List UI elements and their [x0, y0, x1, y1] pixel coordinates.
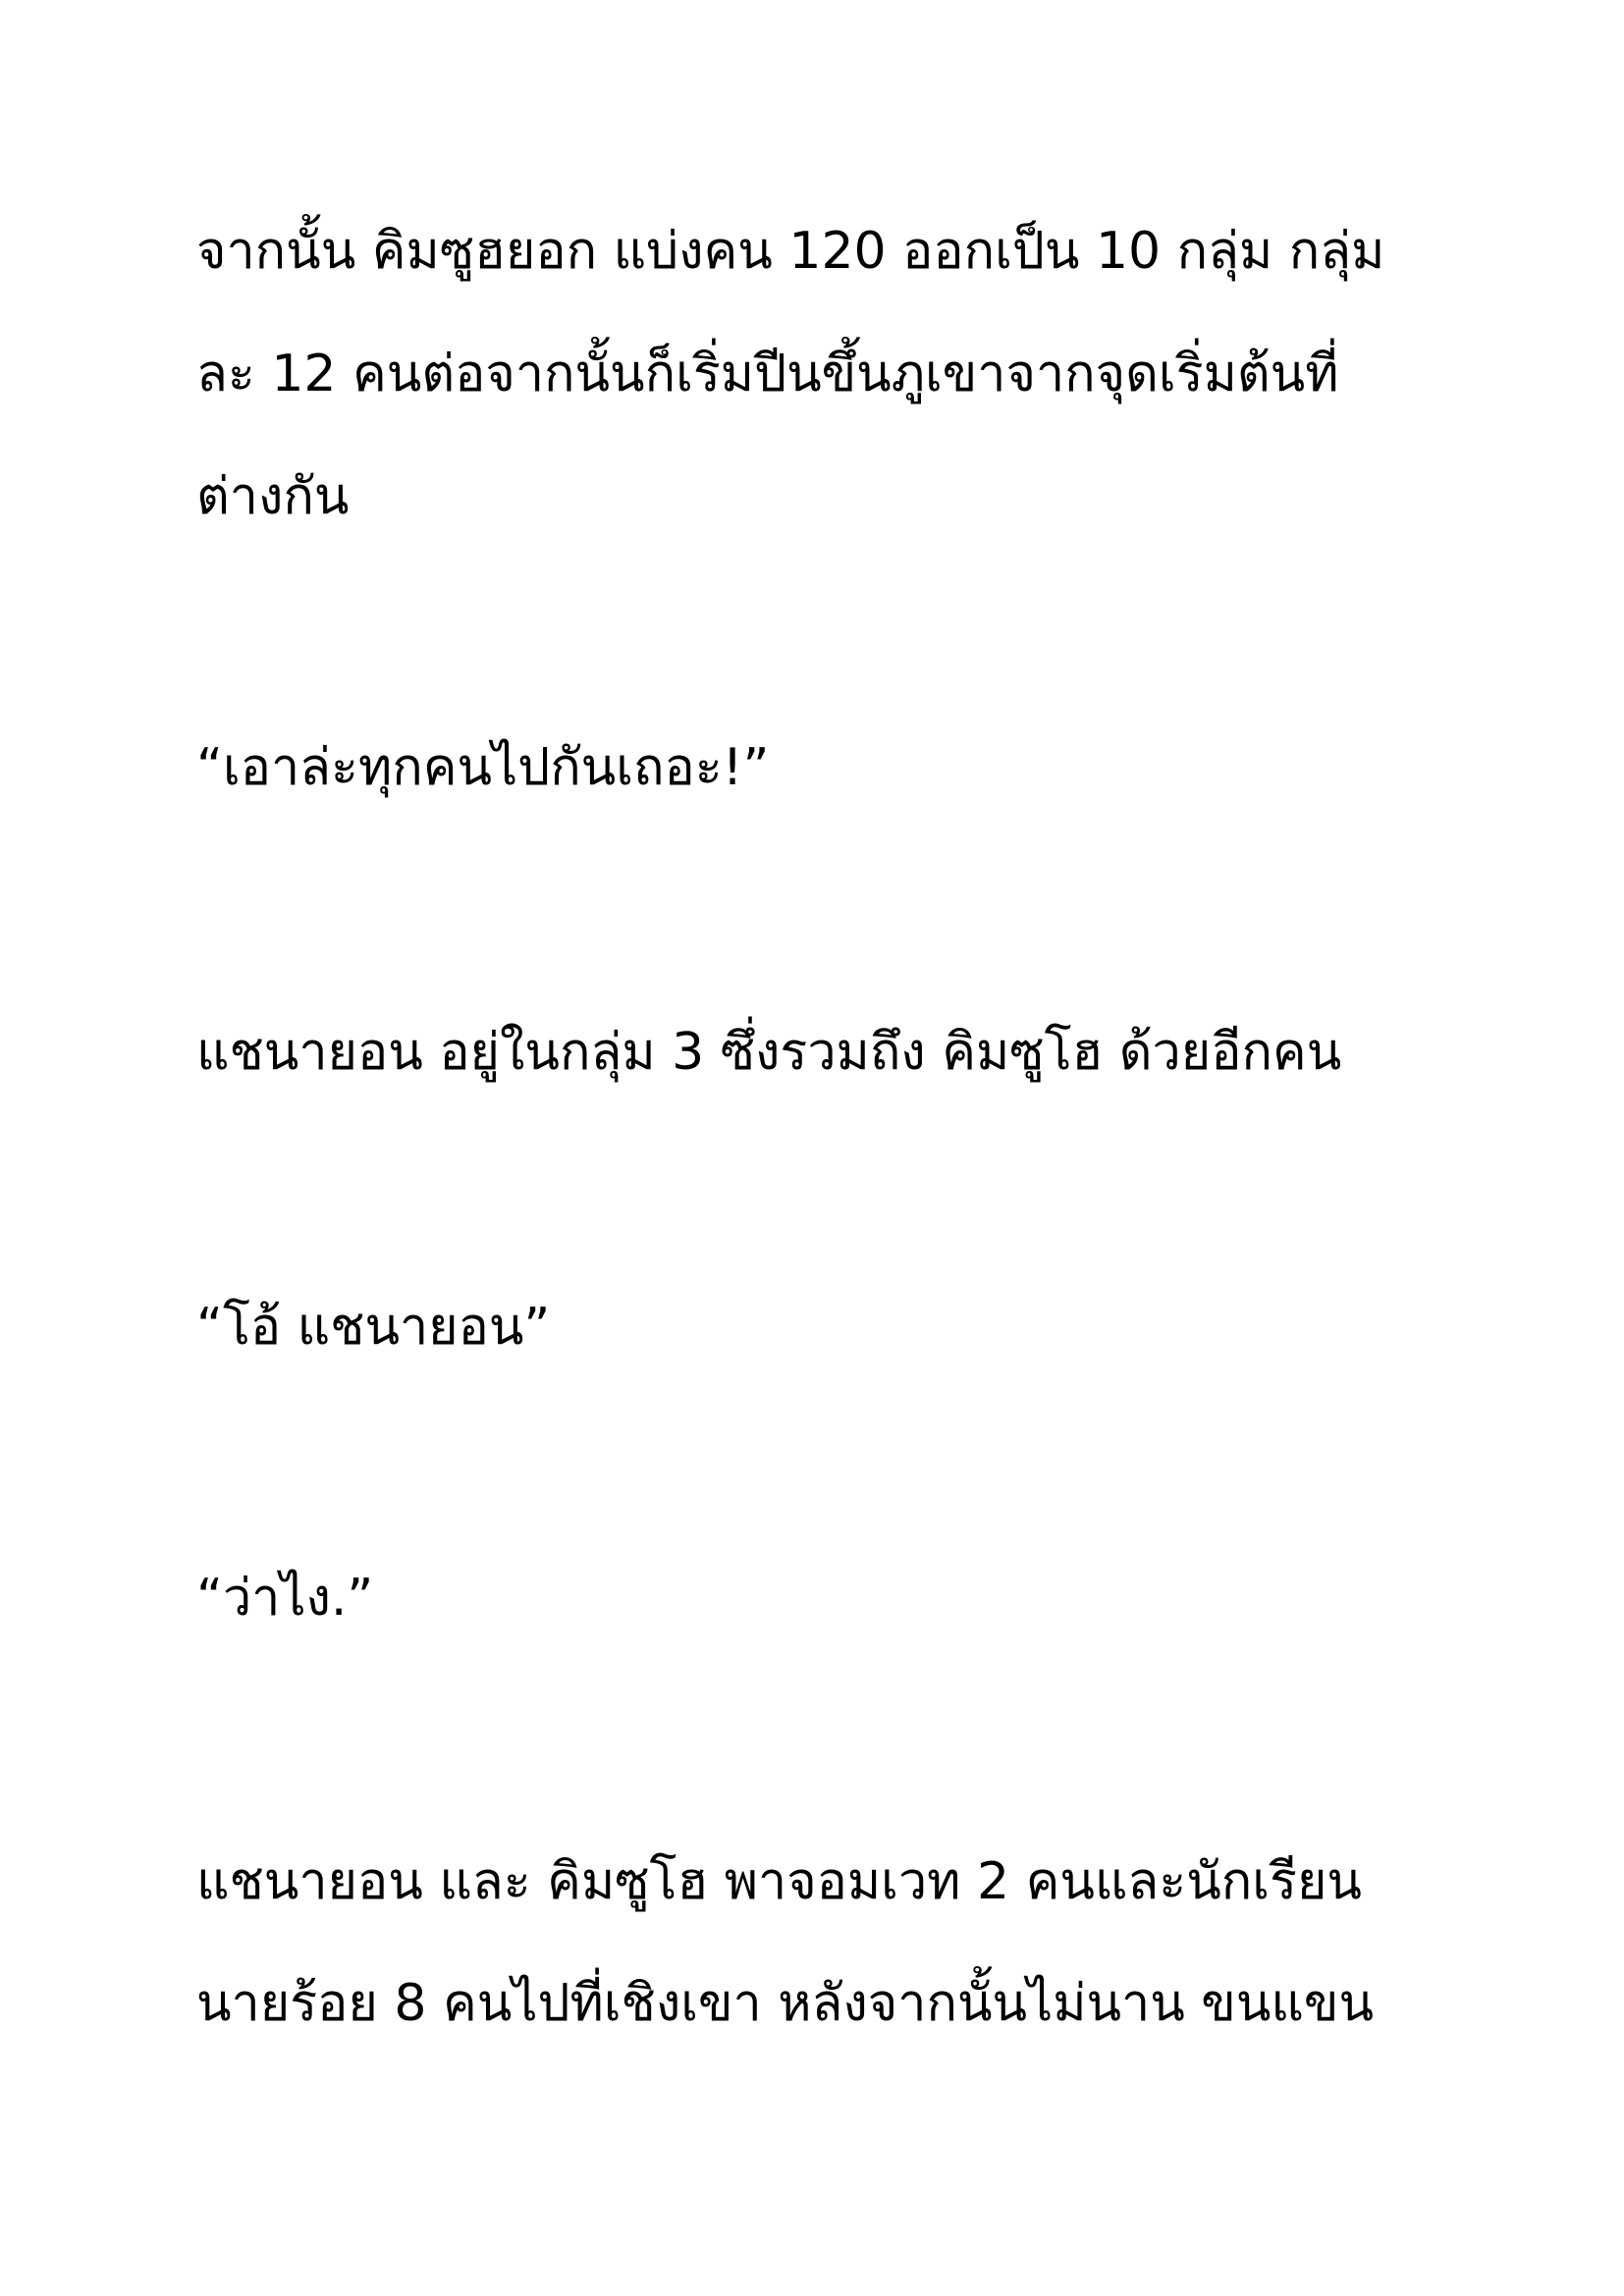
paragraph-3-line-2: นายร้อย 8 คนไปที่เชิงเขา หลังจากนั้นไม่นาน ขนแขน	[196, 1974, 1374, 2033]
paragraph-1-line-1: จากนั้น คิมซูฮยอก แบ่งคน 120 ออกเป็น 10 กลุ่ม กลุ่ม	[196, 222, 1385, 281]
paragraph-1-line-3: ต่างกัน	[196, 467, 350, 526]
dialogue-line-3: “ว่าไง.”	[196, 1569, 374, 1628]
paragraph-3-line-1: แชนายอน และ คิมซูโฮ พาจอมเวท 2 คนและนักเรียน	[196, 1852, 1362, 1911]
dialogue-line-1: “เอาล่ะทุกคนไปกันเถอะ!”	[196, 738, 770, 797]
paragraph-2-line-1: แชนายอน อยู่ในกลุ่ม 3 ซึ่งรวมถึง คิมซูโฮ ด้วยอีกคน	[196, 1023, 1342, 1082]
paragraph-1-line-2: ละ 12 คนต่อจากนั้นก็เริ่มปีนขึ้นภูเขาจากจุดเริ่มต้นที่	[196, 345, 1339, 403]
dialogue-line-2: “โอ้ แชนายอน”	[196, 1298, 551, 1357]
